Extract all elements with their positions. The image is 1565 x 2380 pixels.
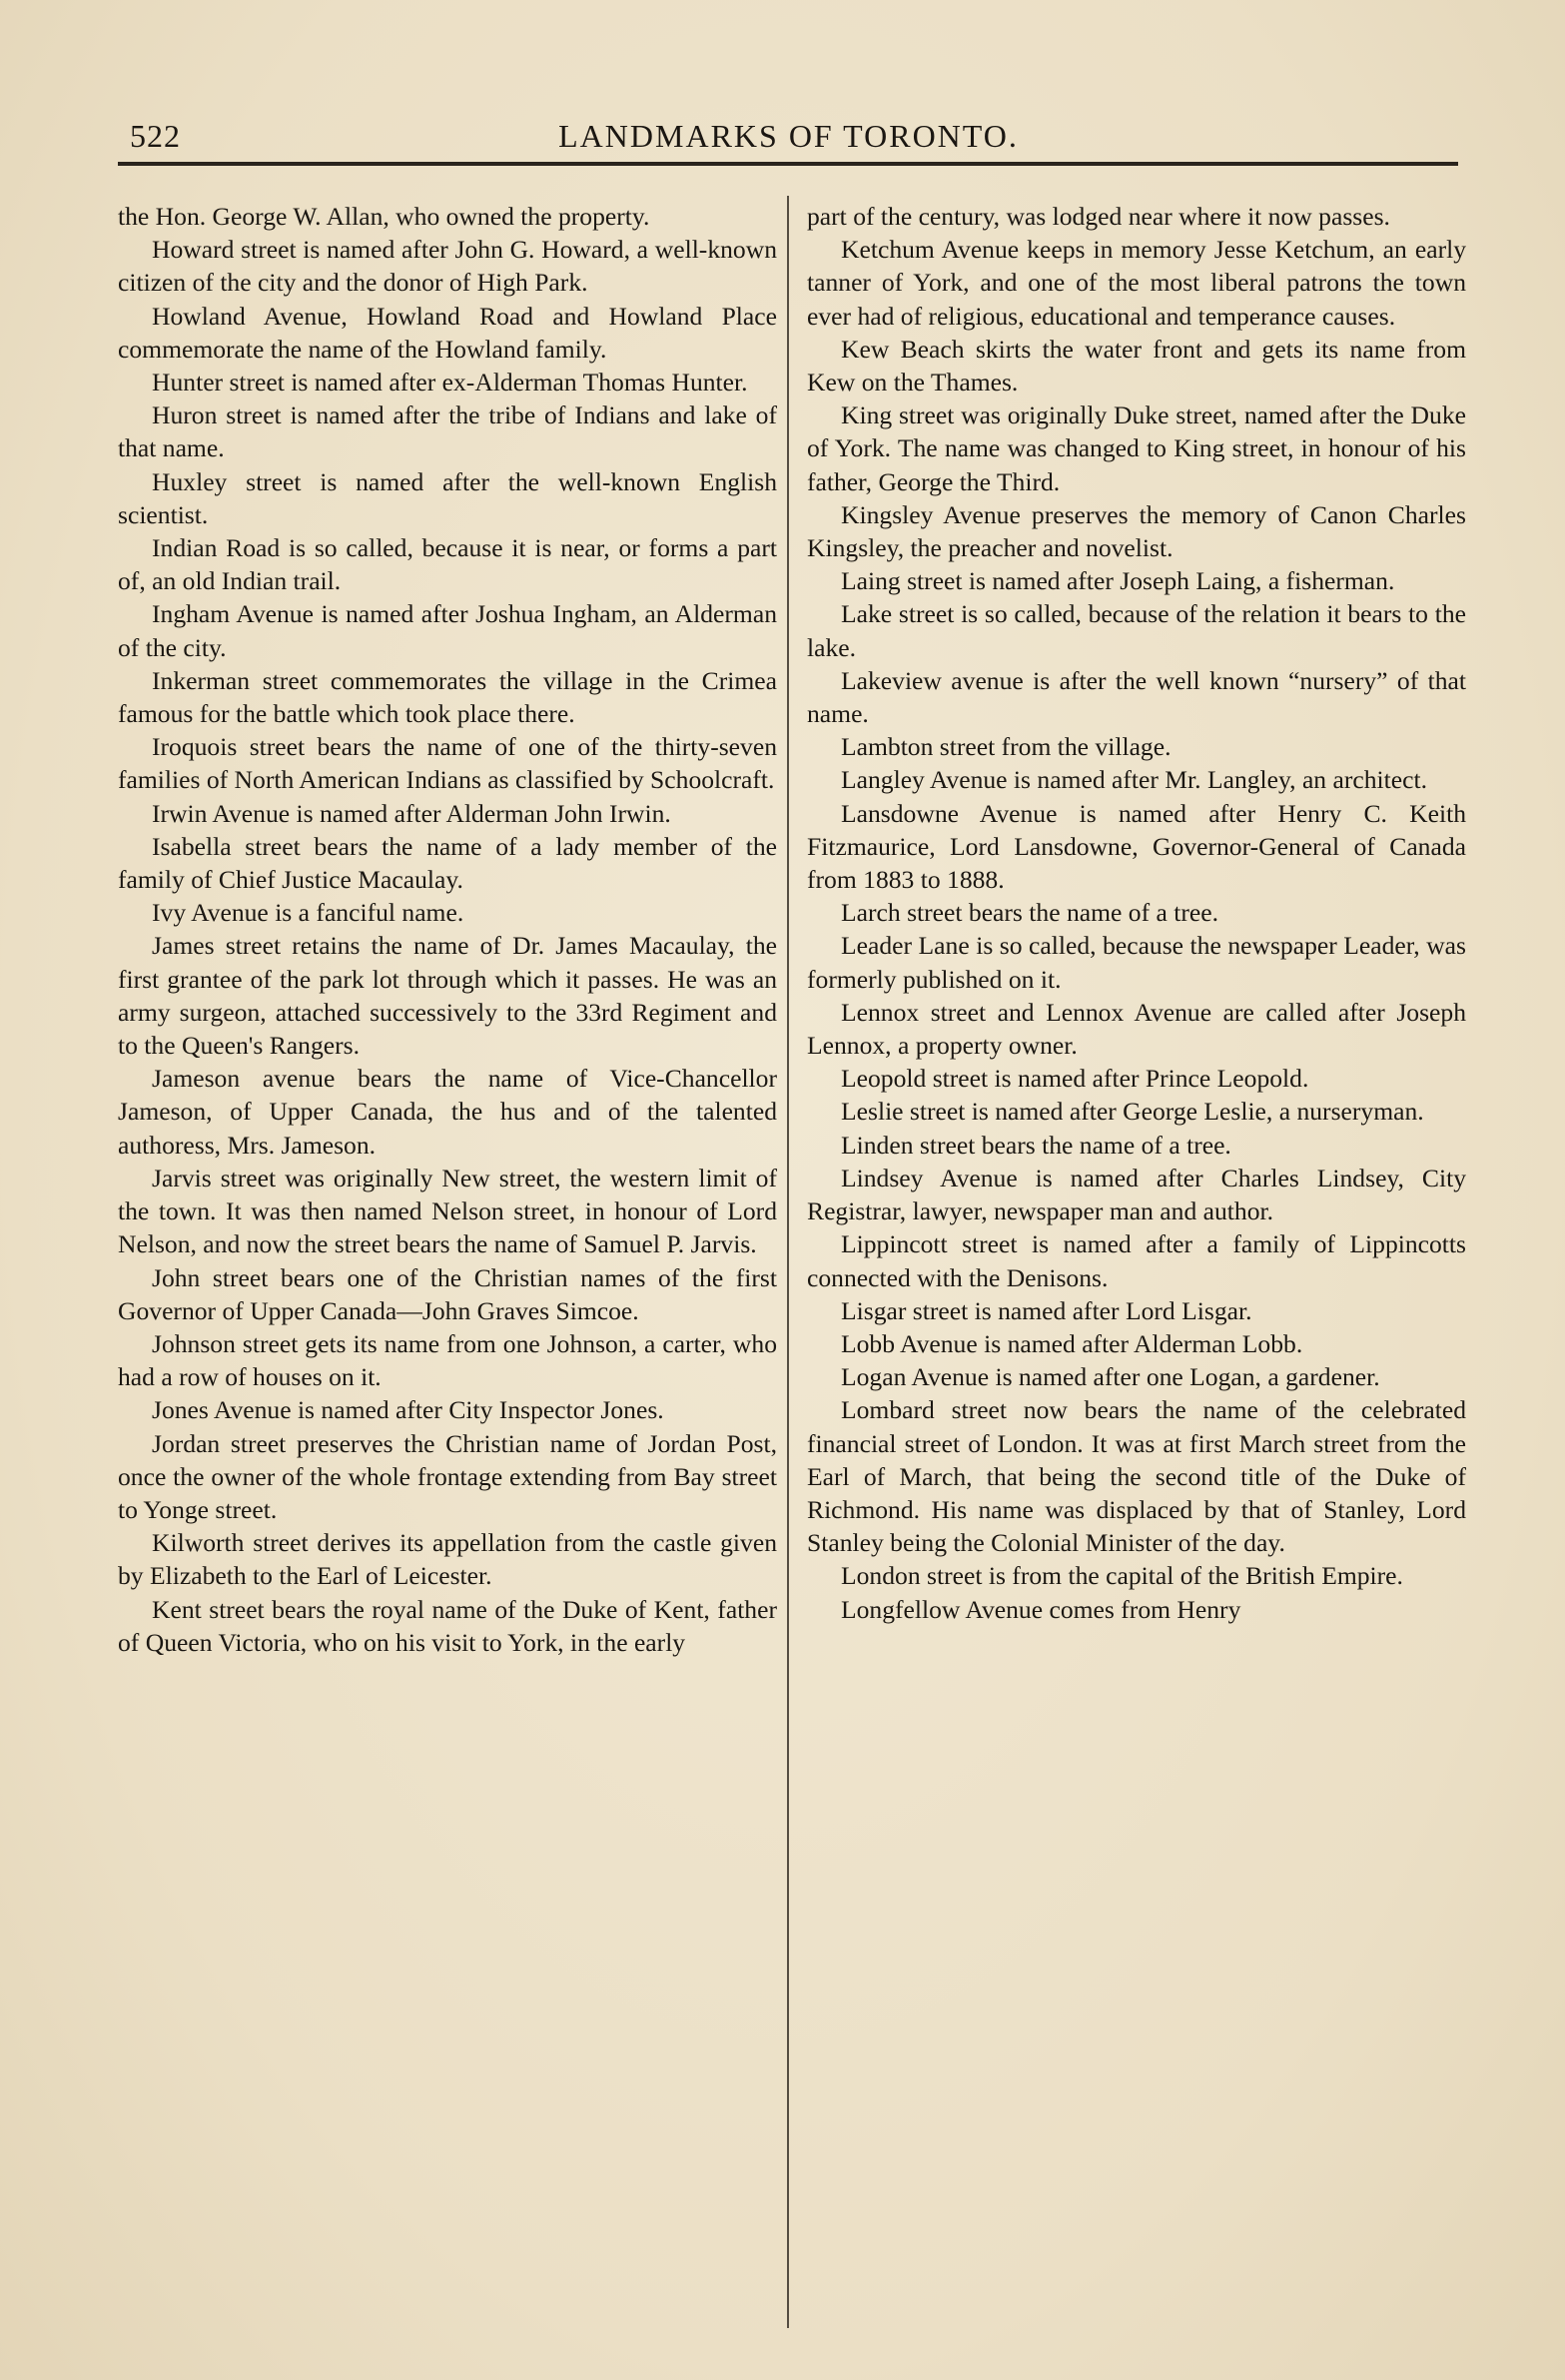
paragraph: Isabella street bears the name of a lady member of the family of Chief Justice Macaulay. — [118, 831, 777, 895]
left-column — [118, 200, 777, 1659]
paragraph: Lambton street from the village. — [841, 732, 1172, 762]
paragraph: Hunter street is named after ex-Alderman Thomas Hunter. — [152, 368, 748, 397]
paragraph: Leslie street is named after George Leslie, a nurseryman. — [841, 1097, 1424, 1127]
paragraph: Ivy Avenue is a fanciful name. — [152, 898, 464, 928]
running-title: LANDMARKS OF TORONTO. — [558, 118, 1019, 154]
paragraph: Linden street bears the name of a tree. — [841, 1130, 1231, 1160]
paragraph: Lombard street now bears the name of the celebrated financial street of London. It was at first March street from the Earl of March, that being the second title of the Duke of Richmond. His name was displaced by that of Stanley, Lord Stanley being the Colonial Minister of the day. — [807, 1395, 1466, 1558]
paragraph: Longfellow Avenue comes from Henry — [841, 1594, 1241, 1624]
page-header — [112, 112, 1465, 160]
paragraph: Lobb Avenue is named after Alderman Lobb. — [841, 1328, 1303, 1358]
paragraph: Ketchum Avenue keeps in memory Jesse Ketchum, an early tanner of York, and one of the most liberal patrons the town ever had of religious, educational and temperance causes. — [807, 235, 1466, 331]
paragraph: Lansdowne Avenue is named after Henry C. Keith Fitzmaurice, Lord Lansdowne, Governor-General of Canada from 1883 to 1888. — [807, 798, 1466, 895]
paragraph: the Hon. George W. Allan, who owned the property. — [118, 202, 650, 231]
paragraph: Lake street is so called, because of the relation it bears to the lake. — [807, 599, 1466, 662]
page-number: 522 — [130, 118, 181, 154]
paragraph: Kew Beach skirts the water front and gets its name from Kew on the Thames. — [807, 334, 1466, 397]
paragraph: Jones Avenue is named after City Inspector Jones. — [152, 1395, 664, 1425]
paragraph: Johnson street gets its name from one Johnson, a carter, who had a row of houses on it. — [118, 1328, 777, 1392]
paragraph: James street retains the name of Dr. James Macaulay, the first grantee of the park lot through which it passes. He was an army surgeon, attached successively to the 33rd Regiment and to the Queen's Rangers. — [118, 931, 777, 1061]
paragraph: Jarvis street was originally New street, the western limit of the town. It was then named Nelson street, in honour of Lord Nelson, and now the street bears the name of Samuel P. Jarvis. — [118, 1163, 777, 1259]
paragraph: King street was originally Duke street, named after the Duke of York. The name was changed to King street, in honour of his father, George the Third. — [807, 400, 1466, 496]
paragraph: Indian Road is so called, because it is near, or forms a part of, an old Indian trail. — [118, 533, 777, 596]
paragraph: Laing street is named after Joseph Laing, a fisherman. — [841, 566, 1395, 596]
header-rule — [118, 162, 1458, 166]
paragraph: Lakeview avenue is after the well known “nursery” of that name. — [807, 665, 1466, 729]
paragraph: Jordan street preserves the Christian name of Jordan Post, once the owner of the whole frontage extending from Bay street to Yonge street. — [118, 1428, 777, 1524]
paragraph: Leader Lane is so called, because the newspaper Leader, was formerly published on it. — [807, 931, 1466, 994]
paragraph: Kingsley Avenue preserves the memory of Canon Charles Kingsley, the preacher and novelist. — [807, 499, 1466, 563]
paragraph: Huron street is named after the tribe of Indians and lake of that name. — [118, 400, 777, 463]
paragraph: London street is from the capital of the British Empire. — [841, 1561, 1403, 1591]
paragraph: Leopold street is named after Prince Leopold. — [841, 1064, 1309, 1094]
column-divider — [787, 196, 789, 2328]
paragraph: Larch street bears the name of a tree. — [841, 898, 1219, 928]
paragraph: Inkerman street commemorates the village in the Crimea famous for the battle which took place there. — [118, 665, 777, 729]
paragraph: Langley Avenue is named after Mr. Langley, an architect. — [841, 765, 1427, 795]
paragraph: Kilworth street derives its appellation from the castle given by Elizabeth to the Earl of Leicester. — [118, 1528, 777, 1591]
paragraph: John street bears one of the Christian names of the first Governor of Upper Canada—John Graves Simcoe. — [118, 1262, 777, 1325]
paragraph: Logan Avenue is named after one Logan, a gardener. — [841, 1362, 1380, 1392]
paragraph: Irwin Avenue is named after Alderman John Irwin. — [152, 798, 671, 828]
paragraph: Huxley street is named after the well-known English scientist. — [118, 466, 777, 529]
right-column — [807, 200, 1466, 1626]
paragraph: Kent street bears the royal name of the Duke of Kent, father of Queen Victoria, who on his visit to York, in the early — [118, 1594, 777, 1657]
paragraph: Lisgar street is named after Lord Lisgar. — [841, 1295, 1252, 1325]
paragraph: Iroquois street bears the name of one of the thirty-seven families of North American Indians as classified by Schoolcraft. — [118, 732, 777, 795]
paragraph: Lippincott street is named after a family of Lippincotts connected with the Denisons. — [807, 1229, 1466, 1292]
paragraph: Howland Avenue, Howland Road and Howland Place commemorate the name of the Howland family. — [118, 301, 777, 364]
paragraph: Howard street is named after John G. Howard, a well-known citizen of the city and the donor of High Park. — [118, 235, 777, 298]
paragraph: Jameson avenue bears the name of Vice-Chancellor Jameson, of Upper Canada, the hus and of the talented authoress, Mrs. Jameson. — [118, 1064, 777, 1160]
paragraph: Lindsey Avenue is named after Charles Lindsey, City Registrar, lawyer, newspaper man and author. — [807, 1163, 1466, 1226]
paragraph: Ingham Avenue is named after Joshua Ingham, an Alderman of the city. — [118, 599, 777, 662]
paragraph: part of the century, was lodged near where it now passes. — [807, 202, 1390, 231]
paragraph: Lennox street and Lennox Avenue are called after Joseph Lennox, a property owner. — [807, 997, 1466, 1061]
